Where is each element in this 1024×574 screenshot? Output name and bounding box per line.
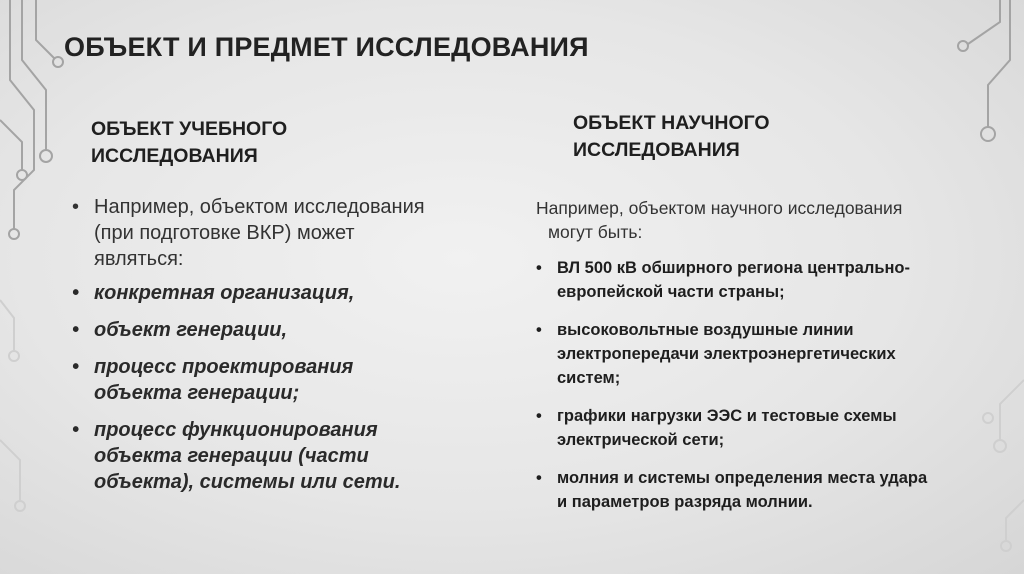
bullet-icon: •: [72, 319, 80, 341]
left-heading-line-2: ИССЛЕДОВАНИЯ: [91, 145, 258, 167]
right-item-1-line-1: ВЛ 500 кВ обширного региона центрально-: [557, 259, 911, 277]
left-list-item: [72, 417, 502, 495]
left-intro-line-1: Например, объектом исследования: [94, 196, 425, 218]
right-heading-line-2: ИССЛЕДОВАНИЯ: [573, 139, 740, 161]
right-list-item: [536, 318, 996, 390]
bullet-icon: •: [72, 419, 80, 441]
right-intro-line-1: Например, объектом научного исследования: [536, 198, 903, 218]
slide-title: ОБЪЕКТ И ПРЕДМЕТ ИССЛЕДОВАНИЯ: [64, 32, 589, 62]
left-item-3-line-1: процесс проектирования: [94, 356, 354, 378]
right-item-3-line-1: графики нагрузки ЭЭС и тестовые схемы: [557, 407, 897, 425]
right-item-3-line-2: электрической сети;: [557, 431, 725, 449]
bullet-icon: •: [536, 469, 542, 487]
left-item-4-line-3: объекта), системы или сети.: [94, 471, 401, 493]
left-list-item: [72, 354, 502, 406]
right-item-2-line-1: высоковольтные воздушные линии: [557, 321, 854, 339]
left-intro-line-3: являться:: [94, 248, 184, 270]
left-item-4-line-1: процесс функционирования: [94, 419, 378, 441]
right-intro-text: [536, 196, 996, 244]
bullet-icon: •: [536, 321, 542, 339]
right-bullet-list: [536, 256, 996, 528]
right-intro-line-2: могут быть:: [548, 222, 643, 242]
right-item-2-line-3: систем;: [557, 369, 621, 387]
right-list-item: [536, 404, 996, 452]
left-list-item: [72, 317, 502, 343]
right-list-item: [536, 466, 996, 514]
bullet-icon: •: [72, 356, 80, 378]
bullet-icon: •: [72, 282, 80, 304]
bullet-icon: •: [72, 196, 80, 218]
right-item-2-line-2: электропередачи электроэнергетических: [557, 345, 896, 363]
left-list-item: [72, 280, 502, 306]
left-heading-line-1: ОБЪЕКТ УЧЕБНОГО: [91, 118, 288, 140]
left-bullet-list: [72, 194, 502, 506]
right-item-4-line-1: молния и системы определения места удара: [557, 469, 928, 487]
left-item-3-line-2: объекта генерации;: [94, 382, 300, 404]
right-item-1-line-2: европейской части страны;: [557, 283, 785, 301]
right-item-4-line-2: и параметров разряда молнии.: [557, 493, 813, 511]
left-item-4-line-2: объекта генерации (части: [94, 445, 369, 467]
left-item-2-text: объект генерации,: [94, 319, 288, 341]
left-column-heading: [91, 116, 351, 170]
left-item-1-text: конкретная организация,: [94, 282, 355, 304]
right-heading-line-1: ОБЪЕКТ НАУЧНОГО: [573, 112, 770, 134]
left-intro-item: [72, 194, 502, 272]
bullet-icon: •: [536, 259, 542, 277]
right-list-item: [536, 256, 996, 304]
left-intro-line-2: (при подготовке ВКР) может: [94, 222, 355, 244]
right-column-heading: [573, 110, 833, 164]
bullet-icon: •: [536, 407, 542, 425]
